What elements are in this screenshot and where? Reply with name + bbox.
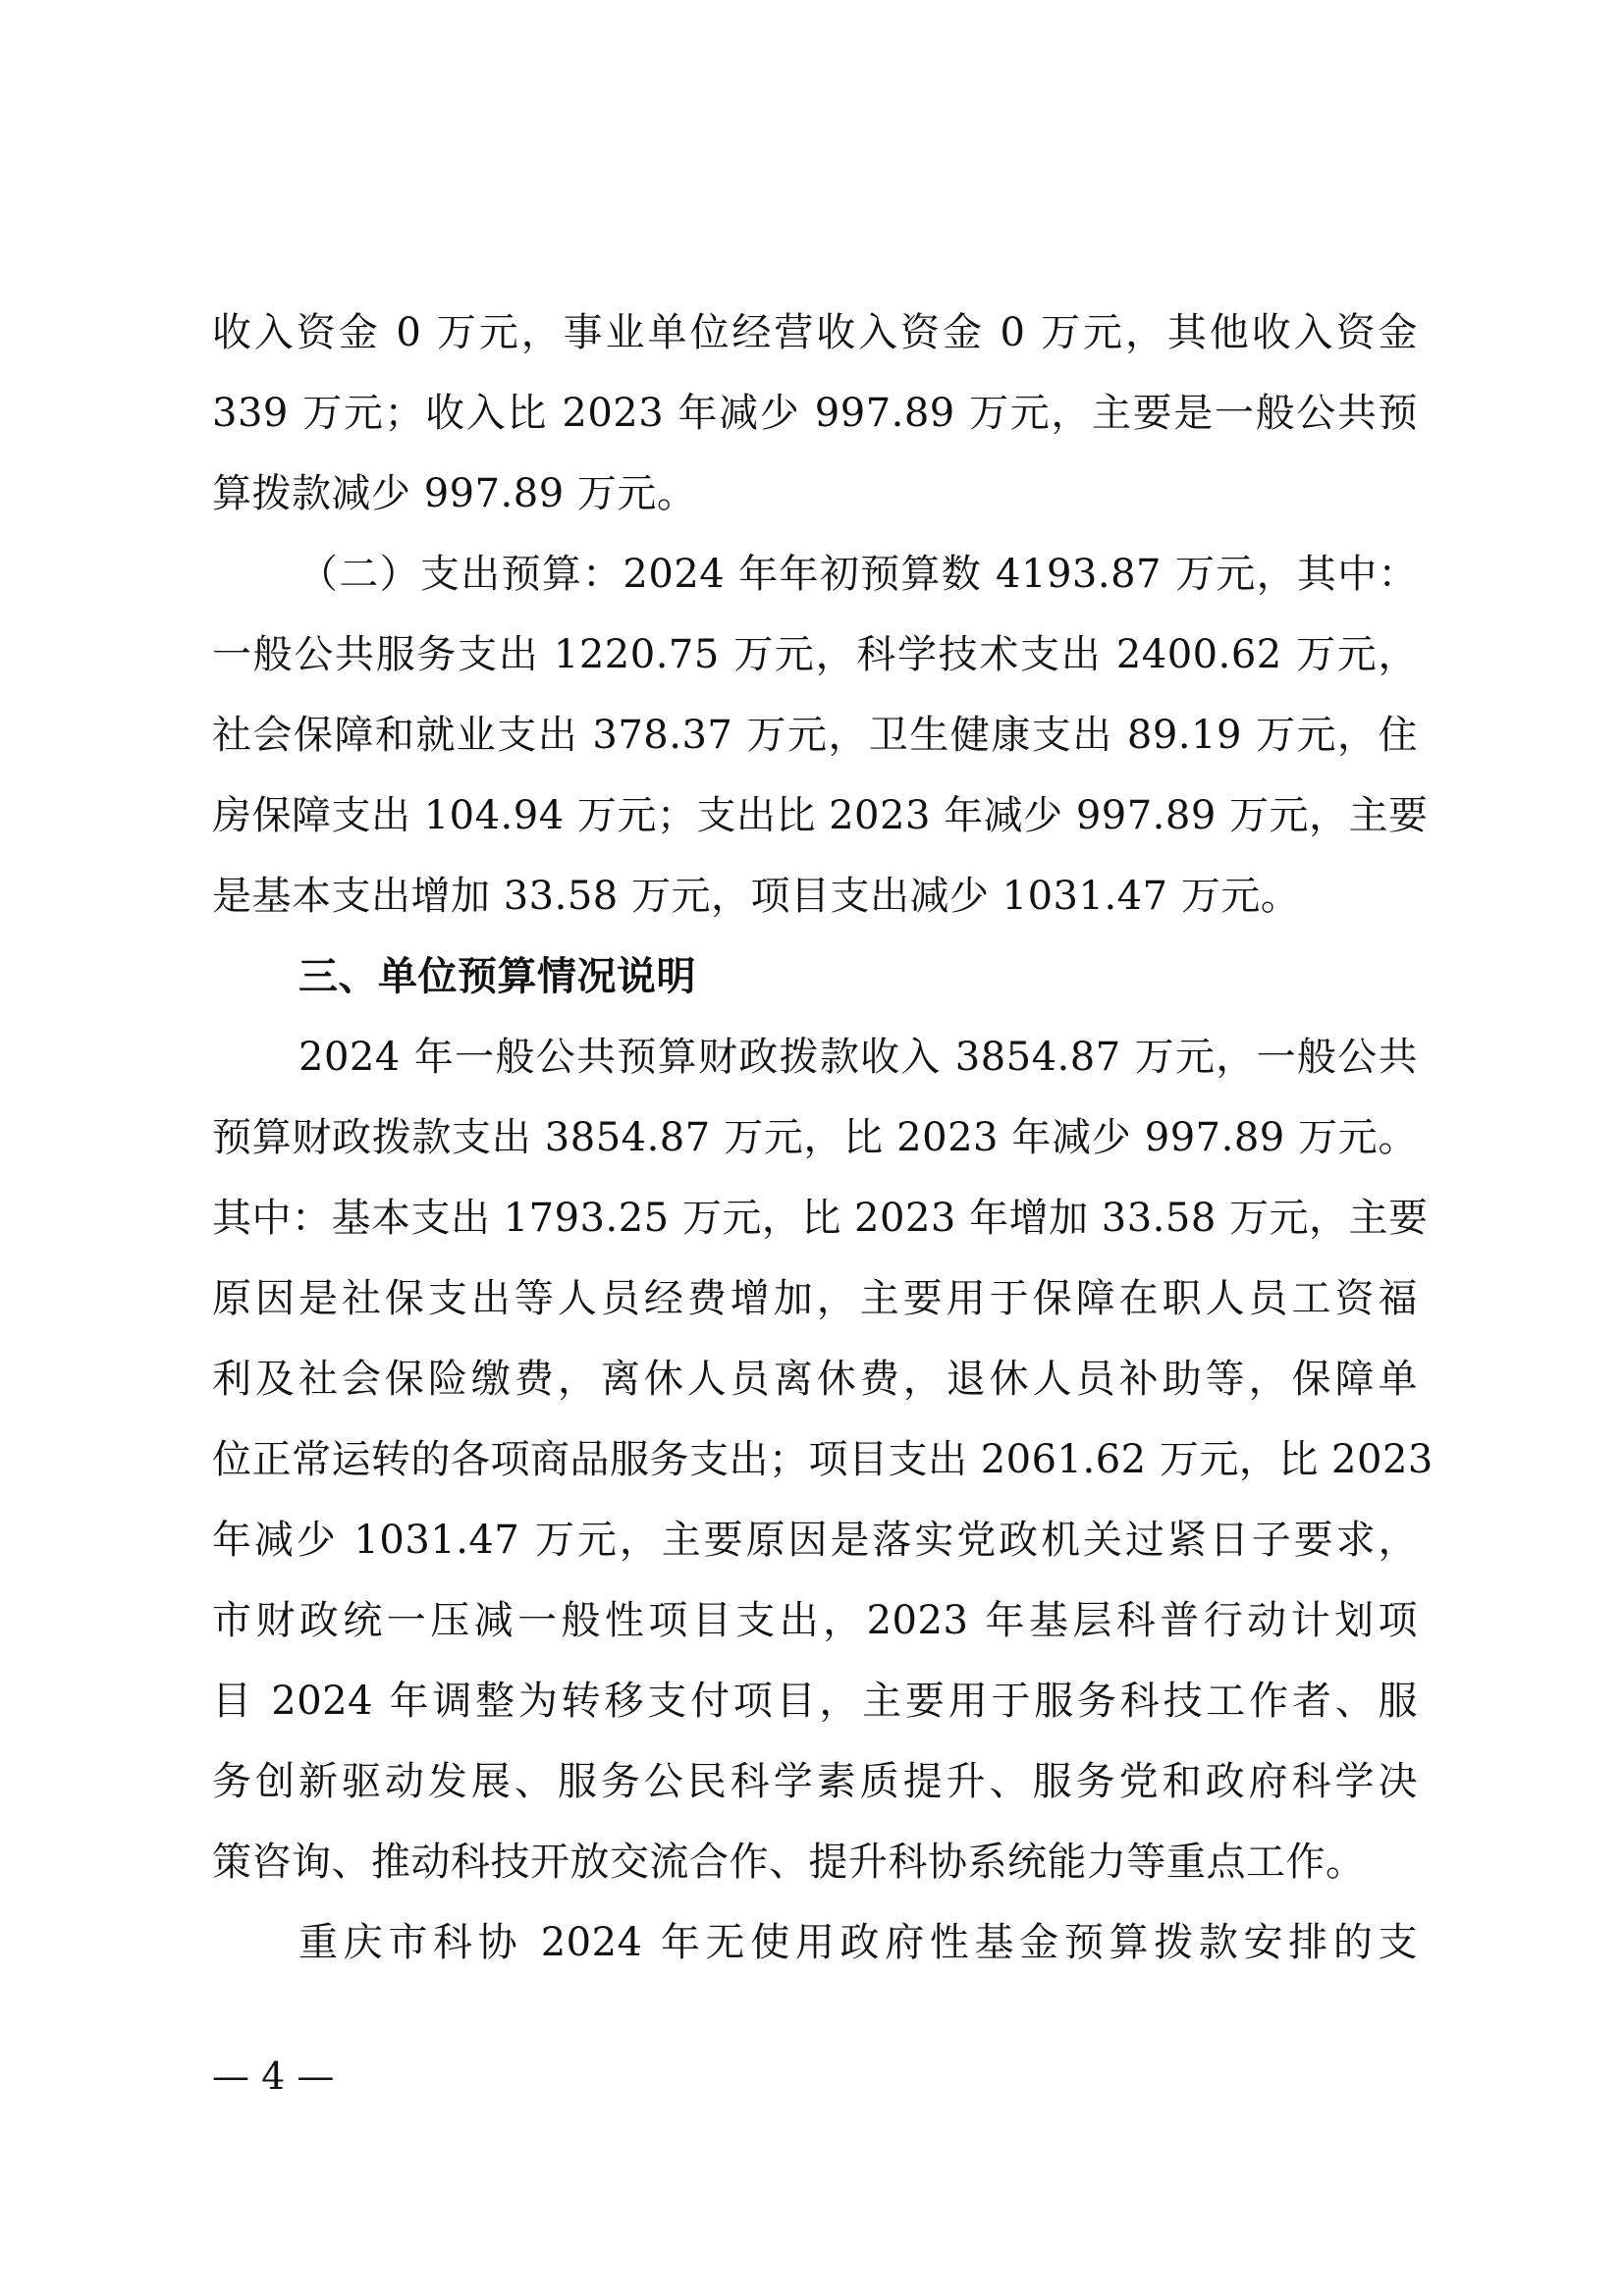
text-line: 重庆市科协 2024 年无使用政府性基金预算拨款安排的支: [298, 1920, 1418, 1965]
text-line: 收入资金 0 万元，事业单位经营收入资金 0 万元，其他收入资金: [212, 310, 1418, 355]
text-line: 预算财政拨款支出 3854.87 万元，比 2023 年减少 997.89 万元。: [212, 1115, 1418, 1160]
paragraph-expenditure-budget: [212, 534, 1429, 936]
paragraph-government-fund: [212, 1902, 1418, 1983]
text-line: 策咨询、推动科技开放交流合作、提升科协系统能力等重点工作。: [212, 1840, 1366, 1885]
text-line: 一般公共服务支出 1220.75 万元，科学技术支出 2400.62 万元，: [212, 632, 1418, 677]
document-body: [212, 293, 1434, 1983]
text-line: 年减少 1031.47 万元，主要原因是落实党政机关过紧日子要求，: [212, 1518, 1418, 1563]
paragraph-unit-budget: [212, 1017, 1434, 1902]
text-line: 位正常运转的各项商品服务支出；项目支出 2061.62 万元，比 2023: [212, 1437, 1434, 1482]
text-line: 务创新驱动发展、服务公民科学素质提升、服务党和政府科学决: [212, 1759, 1418, 1804]
text-line: 房保障支出 104.94 万元；支出比 2023 年减少 997.89 万元，主要: [212, 793, 1429, 838]
text-line: 利及社会保险缴费，离休人员离休费，退休人员补助等，保障单: [212, 1357, 1418, 1402]
section-heading: [212, 936, 1418, 1017]
page-number: — 4 —: [212, 2055, 335, 2098]
text-line: （二）支出预算：2024 年年初预算数 4193.87 万元，其中：: [298, 552, 1418, 597]
text-line: 目 2024 年调整为转移支付项目，主要用于服务科技工作者、服: [212, 1679, 1418, 1724]
text-line: 2024 年一般公共预算财政拨款收入 3854.87 万元，一般公共: [298, 1035, 1418, 1080]
text-line: 原因是社保支出等人员经费增加，主要用于保障在职人员工资福: [212, 1276, 1418, 1321]
text-line: 其中：基本支出 1793.25 万元，比 2023 年增加 33.58 万元，主要: [212, 1196, 1429, 1241]
text-line: 市财政统一压减一般性项目支出，2023 年基层科普行动计划项: [212, 1598, 1418, 1643]
text-line: 社会保障和就业支出 378.37 万元，卫生健康支出 89.19 万元，住: [212, 713, 1418, 758]
paragraph-income-continuation: [212, 293, 1418, 534]
section-heading-text: 三、单位预算情况说明: [298, 954, 696, 999]
text-line: 339 万元；收入比 2023 年减少 997.89 万元，主要是一般公共预: [212, 391, 1418, 436]
text-line: 是基本支出增加 33.58 万元，项目支出减少 1031.47 万元。: [212, 874, 1301, 919]
text-line: 算拨款减少 997.89 万元。: [212, 471, 697, 516]
